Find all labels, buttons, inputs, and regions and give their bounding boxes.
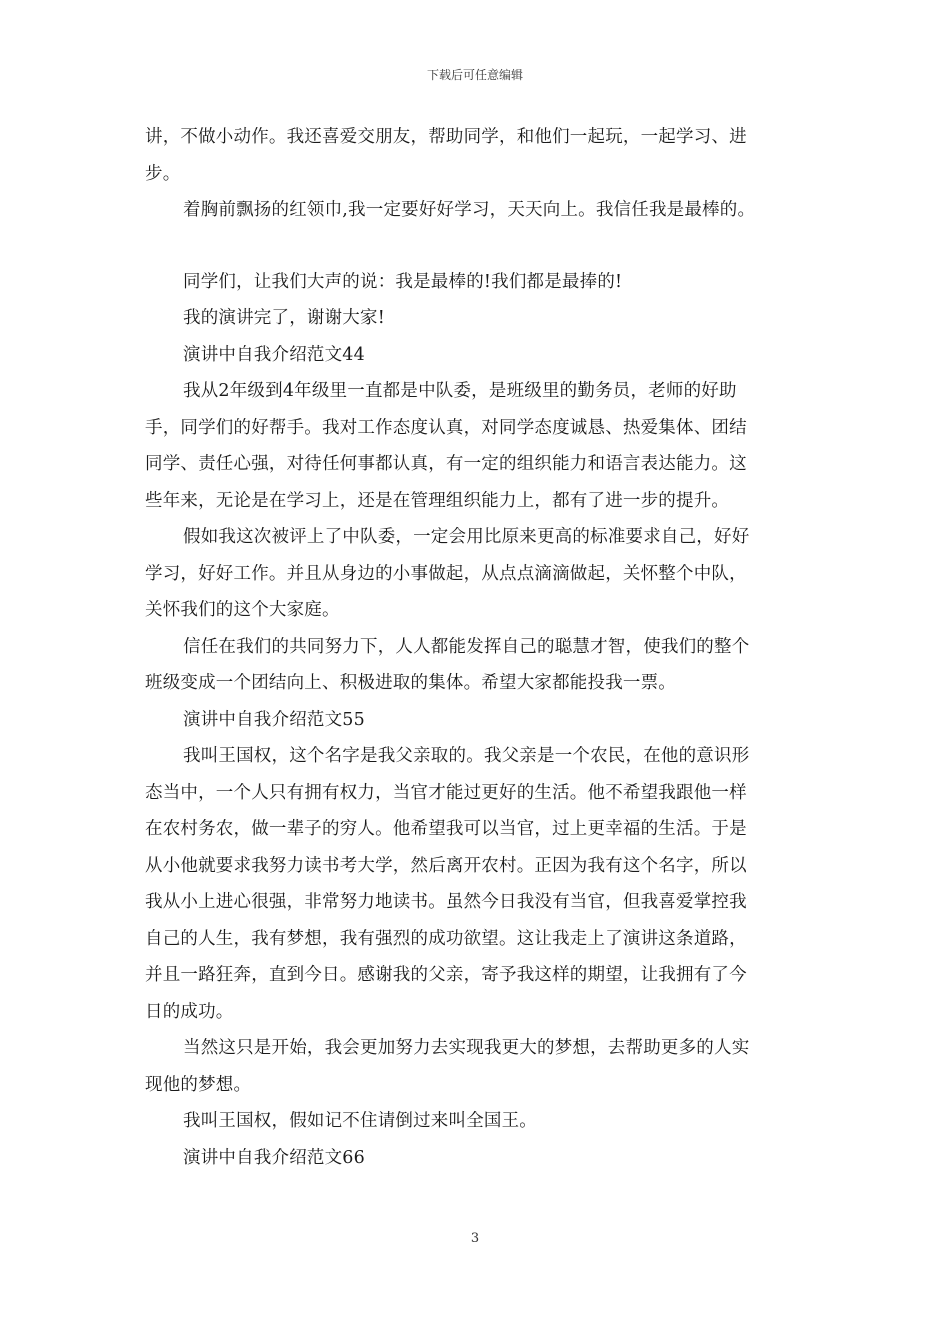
text-line: 当然这只是开始，我会更加努力去实现我更大的梦想，去帮助更多的人实 [183, 1038, 750, 1058]
text-line: 在农村务农，做一辈子的穷人。他希望我可以当官，过上更幸福的生活。于是 [145, 819, 747, 839]
section-heading: 演讲中自我介绍范文66 [183, 1147, 365, 1168]
text-line: 我叫王国权，假如记不住请倒过来叫全国王。 [183, 1111, 537, 1131]
text-line: 讲，不做小动作。我还喜爱交朋友，帮助同学，和他们一起玩，一起学习、进 [145, 127, 747, 147]
text-line: 关怀我们的这个大家庭。 [145, 600, 340, 620]
text-line: 些年来，无论是在学习上，还是在管理组织能力上，都有了进一步的提升。 [145, 490, 730, 511]
text-line: 信任在我们的共同努力下，人人都能发挥自己的聪慧才智，使我们的整个 [183, 636, 750, 657]
text-line: 步。 [145, 163, 181, 184]
page-header: 下载后可任意编辑 [426, 68, 523, 82]
text-line: 态当中，一个人只有拥有权力，当官才能过更好的生活。他不希望我跟他一样 [145, 782, 747, 803]
text-line: 自己的人生，我有梦想，我有强烈的成功欲望。这让我走上了演讲这条道路， [145, 928, 747, 949]
text-line: 学习，好好工作。并且从身边的小事做起，从点点滴滴做起，关怀整个中队， [145, 563, 747, 584]
text-line: 我叫王国权，这个名字是我父亲取的。我父亲是一个农民，在他的意识形 [183, 746, 750, 766]
section-heading: 演讲中自我介绍范文55 [183, 709, 365, 730]
text-line: 日的成功。 [145, 1001, 234, 1022]
text-line: 从小他就要求我努力读书考大学，然后离开农村。正因为我有这个名字，所以 [145, 855, 747, 876]
section-heading: 演讲中自我介绍范文44 [183, 344, 365, 365]
text-line: 我的演讲完了，谢谢大家! [183, 308, 385, 328]
page-number: 3 [470, 1231, 480, 1246]
text-line: 班级变成一个团结向上、积极进取的集体。希望大家都能投我一票。 [145, 673, 676, 693]
text-line: 现他的梦想。 [145, 1074, 252, 1095]
text-line: 我从小上进心很强，非常努力地读书。虽然今日我没有当官，但我喜爱掌控我 [145, 892, 747, 912]
text-line: 并且一路狂奔，直到今日。感谢我的父亲，寄予我这样的期望，让我拥有了今 [145, 965, 747, 985]
text-line: 着胸前飘扬的红领巾,我一定要好好学习，天天向上。我信任我是最棒的。 [183, 200, 756, 220]
text-line: 手，同学们的好帮手。我对工作态度认真，对同学态度诚恳、热爱集体、团结 [145, 417, 747, 438]
paragraph-gap [145, 229, 810, 264]
text-line: 我从2年级到4年级里一直都是中队委，是班级里的勤务员，老师的好助 [183, 381, 737, 401]
text-line: 同学们，让我们大声的说：我是最棒的!我们都是最捧的! [183, 271, 623, 292]
text-line: 假如我这次被评上了中队委，一定会用比原来更高的标准要求自己，好好 [183, 527, 750, 547]
text-line: 同学、责任心强，对待任何事都认真，有一定的组织能力和语言表达能力。这 [145, 454, 747, 474]
document-body [145, 119, 810, 1176]
